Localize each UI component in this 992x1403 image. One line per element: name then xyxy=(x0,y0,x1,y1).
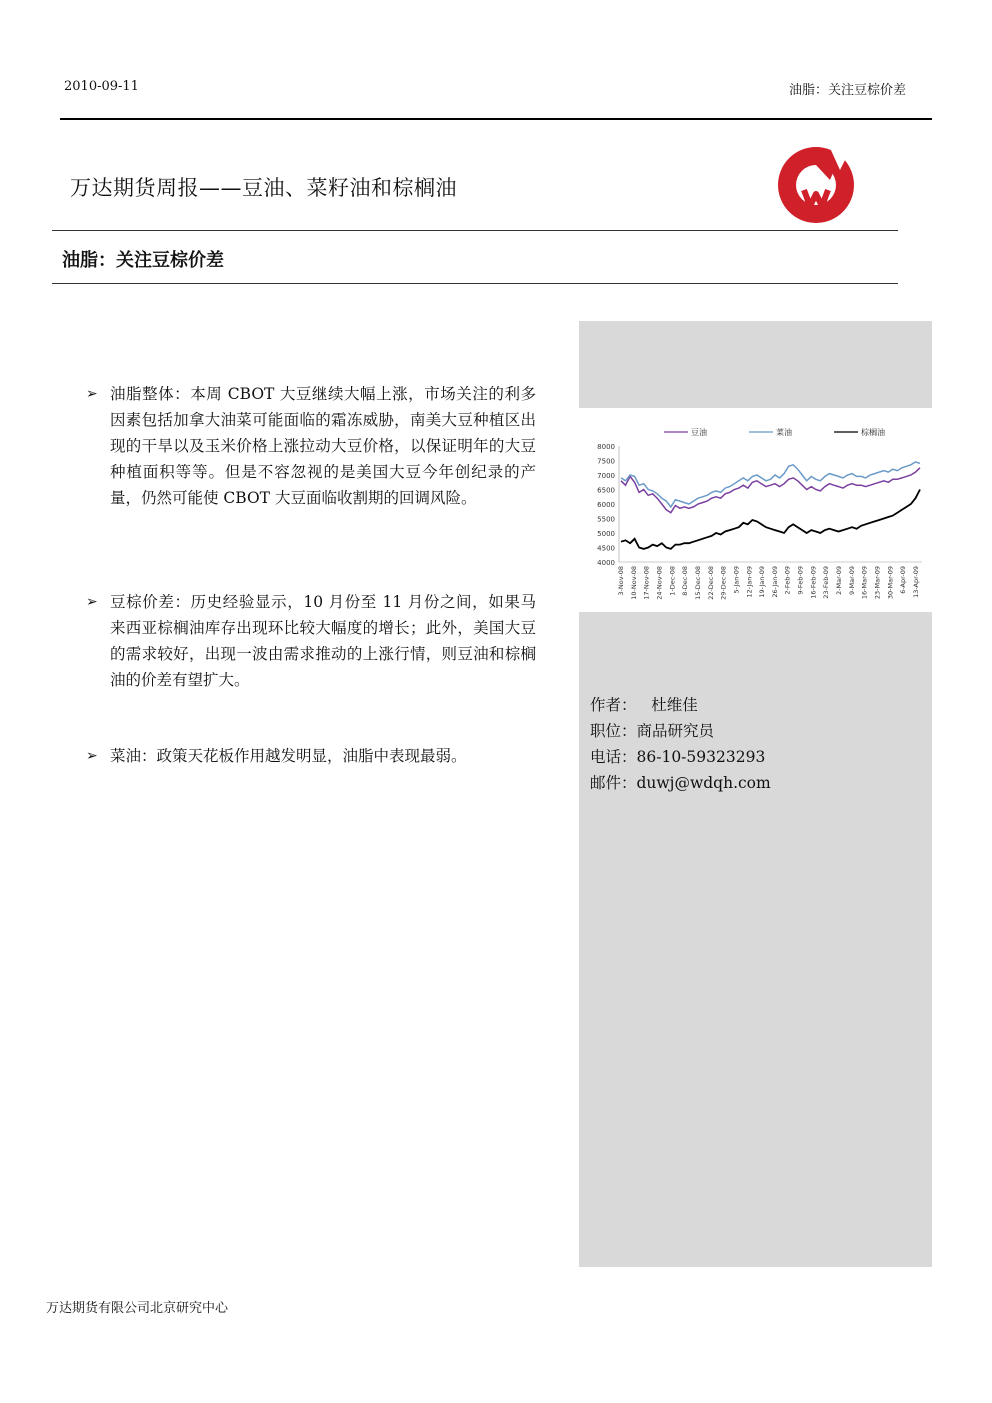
y-tick-label: 7000 xyxy=(597,472,615,480)
x-tick-label: 9-Mar-09 xyxy=(847,566,856,595)
x-tick-label: 10-Nov-08 xyxy=(629,566,638,600)
x-tick-label: 15-Dec-08 xyxy=(693,566,702,600)
bullet-arrow-icon: ➢ xyxy=(86,386,98,402)
y-tick-label: 5500 xyxy=(597,515,615,524)
x-tick-label: 3-Nov-08 xyxy=(617,566,625,596)
x-tick-label: 24-Nov-08 xyxy=(655,566,664,600)
header-topic: 油脂：关注豆棕价差 xyxy=(788,83,906,98)
bullet-text: 油脂整体：本周 CBOT 大豆继续大幅上涨，市场关注的利多因素包括加拿大油菜可能面临的霜冻威胁，南美大豆种植区出现的干旱以及玉米价格上涨拉动大豆价格，以保证明年的大豆种植面积等等。但是不容忽视的是美国大豆今年创纪录的产量，仍然可能使 CBOT 大豆面临收割期的回调风险。 xyxy=(110,385,536,507)
x-tick-label: 23-Feb-09 xyxy=(822,566,831,599)
legend-label: 豆油 xyxy=(691,428,707,437)
title-rule xyxy=(52,230,898,231)
y-tick-label: 4500 xyxy=(597,544,615,553)
x-tick-label: 23-Mar-09 xyxy=(873,566,882,600)
bullet-arrow-icon: ➢ xyxy=(86,594,98,610)
x-tick-label: 8-Dec-08 xyxy=(681,566,690,596)
y-tick-label: 6500 xyxy=(597,486,615,495)
series-line-0 xyxy=(621,468,920,513)
x-tick-label: 12-Jan-09 xyxy=(745,566,754,598)
y-tick-label: 7500 xyxy=(597,457,615,466)
author-contact xyxy=(590,692,771,796)
x-tick-label: 29-Dec-08 xyxy=(719,566,728,600)
x-tick-label: 5-Jan-09 xyxy=(732,566,741,594)
footer-company: 万达期货有限公司北京研究中心 xyxy=(46,1301,229,1316)
series-line-1 xyxy=(621,462,920,507)
x-tick-label: 19-Jan-09 xyxy=(758,566,767,598)
x-tick-label: 16-Feb-09 xyxy=(809,566,818,599)
price-chart xyxy=(579,408,932,612)
bullet-arrow-icon: ➢ xyxy=(86,748,98,764)
company-logo xyxy=(774,140,860,226)
author-name: 作者： 杜维佳 xyxy=(590,696,698,714)
x-tick-label: 17-Nov-08 xyxy=(642,566,651,600)
bullet-text: 豆棕价差：历史经验显示，10 月份至 11 月份之间，如果马来西亚棕榈油库存出现环比较大幅度的增长；此外，美国大豆的需求较好，出现一波由需求推动的上涨行情，则豆油和棕榈油的价差有望扩大。 xyxy=(110,593,536,689)
bullet-text: 菜油：政策天花板作用越发明显，油脂中表现最弱。 xyxy=(110,747,467,765)
x-tick-label: 9-Feb-09 xyxy=(796,566,805,595)
header-date: 2010-09-11 xyxy=(64,79,139,94)
x-tick-label: 16-Mar-09 xyxy=(860,566,869,600)
y-tick-label: 8000 xyxy=(597,443,615,451)
author-phone: 电话：86-10-59323293 xyxy=(590,748,766,766)
header-rule xyxy=(60,118,932,120)
section-subtitle: 油脂：关注豆棕价差 xyxy=(62,250,224,271)
document-title: 万达期货周报——豆油、菜籽油和棕榈油 xyxy=(70,176,457,200)
y-tick-label: 6000 xyxy=(597,501,615,509)
bullet-oils-overall xyxy=(86,381,536,511)
series-line-2 xyxy=(621,490,920,549)
author-email: 邮件：duwj@wdqh.com xyxy=(590,774,771,792)
x-tick-label: 2-Feb-09 xyxy=(783,566,792,595)
x-tick-label: 22-Dec-08 xyxy=(706,566,715,600)
author-position: 职位：商品研究员 xyxy=(590,722,715,740)
price-chart-svg xyxy=(579,408,932,612)
x-tick-label: 2-Mar-09 xyxy=(835,566,844,595)
bullet-soy-palm-spread xyxy=(86,589,536,693)
x-tick-label: 30-Mar-09 xyxy=(886,566,895,600)
bullet-rapeseed-oil xyxy=(86,743,536,769)
legend-label: 菜油 xyxy=(776,428,792,437)
x-tick-label: 26-Jan-09 xyxy=(770,566,779,598)
subtitle-rule xyxy=(52,283,898,284)
x-tick-label: 6-Apr-09 xyxy=(899,566,908,594)
y-tick-label: 5000 xyxy=(597,530,615,538)
legend-label: 棕榈油 xyxy=(861,428,885,437)
y-tick-label: 4000 xyxy=(597,559,615,567)
x-tick-label: 1-Dec-08 xyxy=(668,566,677,596)
x-tick-label: 13-Apr-09 xyxy=(912,566,920,598)
